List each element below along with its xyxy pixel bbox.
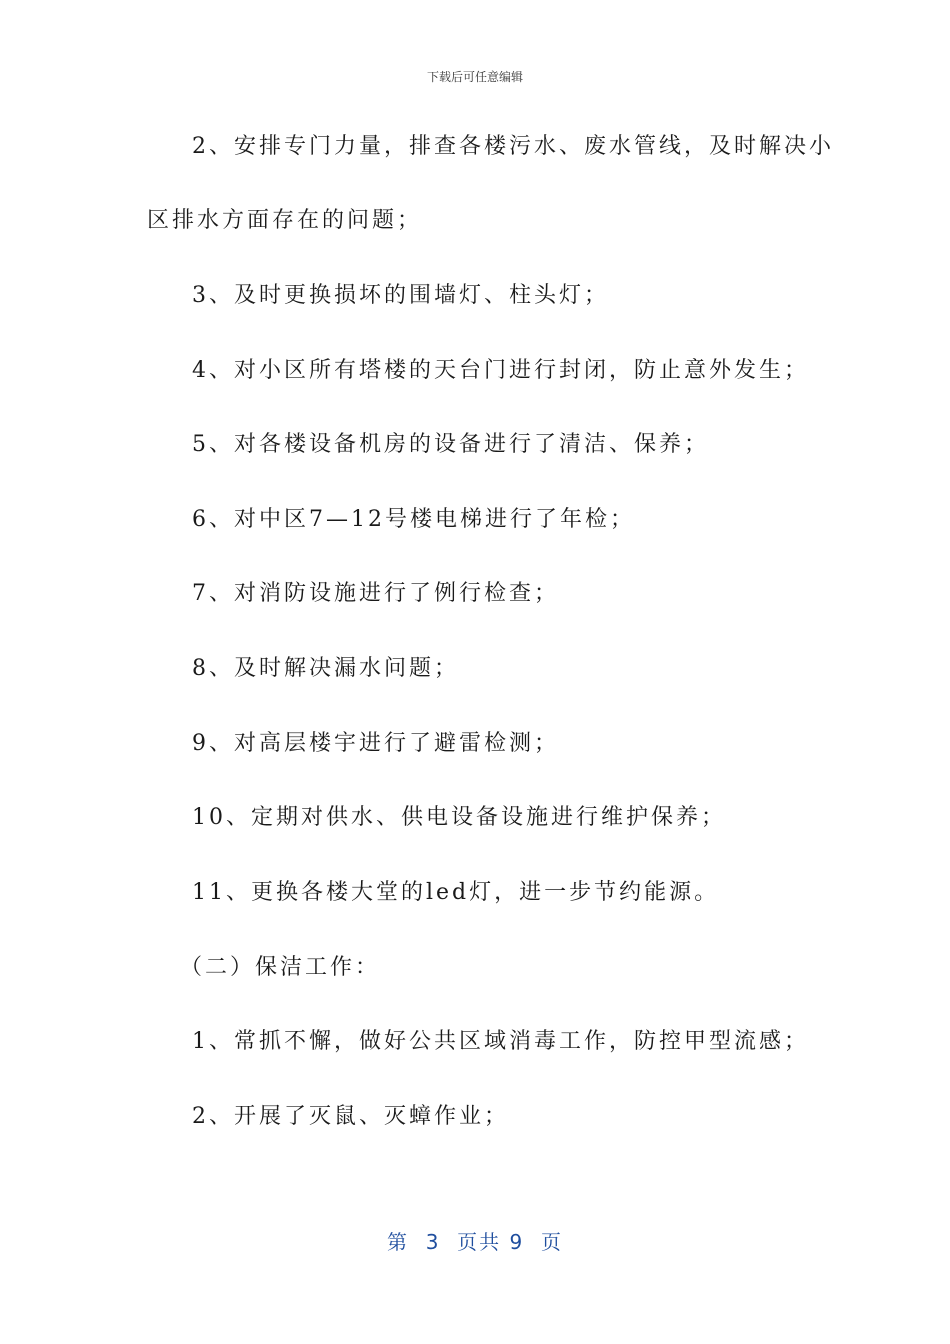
paragraph-line: 8、及时解决漏水问题； [192,656,459,681]
paragraph-line: 10、定期对供水、供电设备设施进行维护保养； [192,805,726,830]
paragraph-line: 区排水方面存在的问题； [147,208,423,233]
paragraph-line: 4、对小区所有塔楼的天台门进行封闭，防止意外发生； [192,358,809,383]
paragraph-line: 7、对消防设施进行了例行检查； [192,581,559,606]
paragraph-line: 5、对各楼设备机房的设备进行了清洁、保养； [192,432,709,457]
paragraph-line: 11、更换各楼大堂的led灯，进一步节约能源。 [192,880,720,905]
paragraph-line: 2、开展了灭鼠、灭蟑作业； [192,1104,509,1129]
page-header-note: 下载后可任意编辑 [426,70,523,84]
paragraph-line: 1、常抓不懈，做好公共区域消毒工作，防控甲型流感； [192,1029,809,1054]
paragraph-line: 6、对中区7—12号楼电梯进行了年检； [192,507,635,532]
paragraph-line: 3、及时更换损坏的围墙灯、柱头灯； [192,283,609,308]
paragraph-line: 2、安排专门力量，排查各楼污水、废水管线，及时解决小 [192,134,834,159]
paragraph-line: 9、对高层楼宇进行了避雷检测； [192,731,559,756]
section-heading: （二）保洁工作： [180,955,381,980]
page-number-footer: 第 3 页共 9 页 [387,1230,563,1254]
